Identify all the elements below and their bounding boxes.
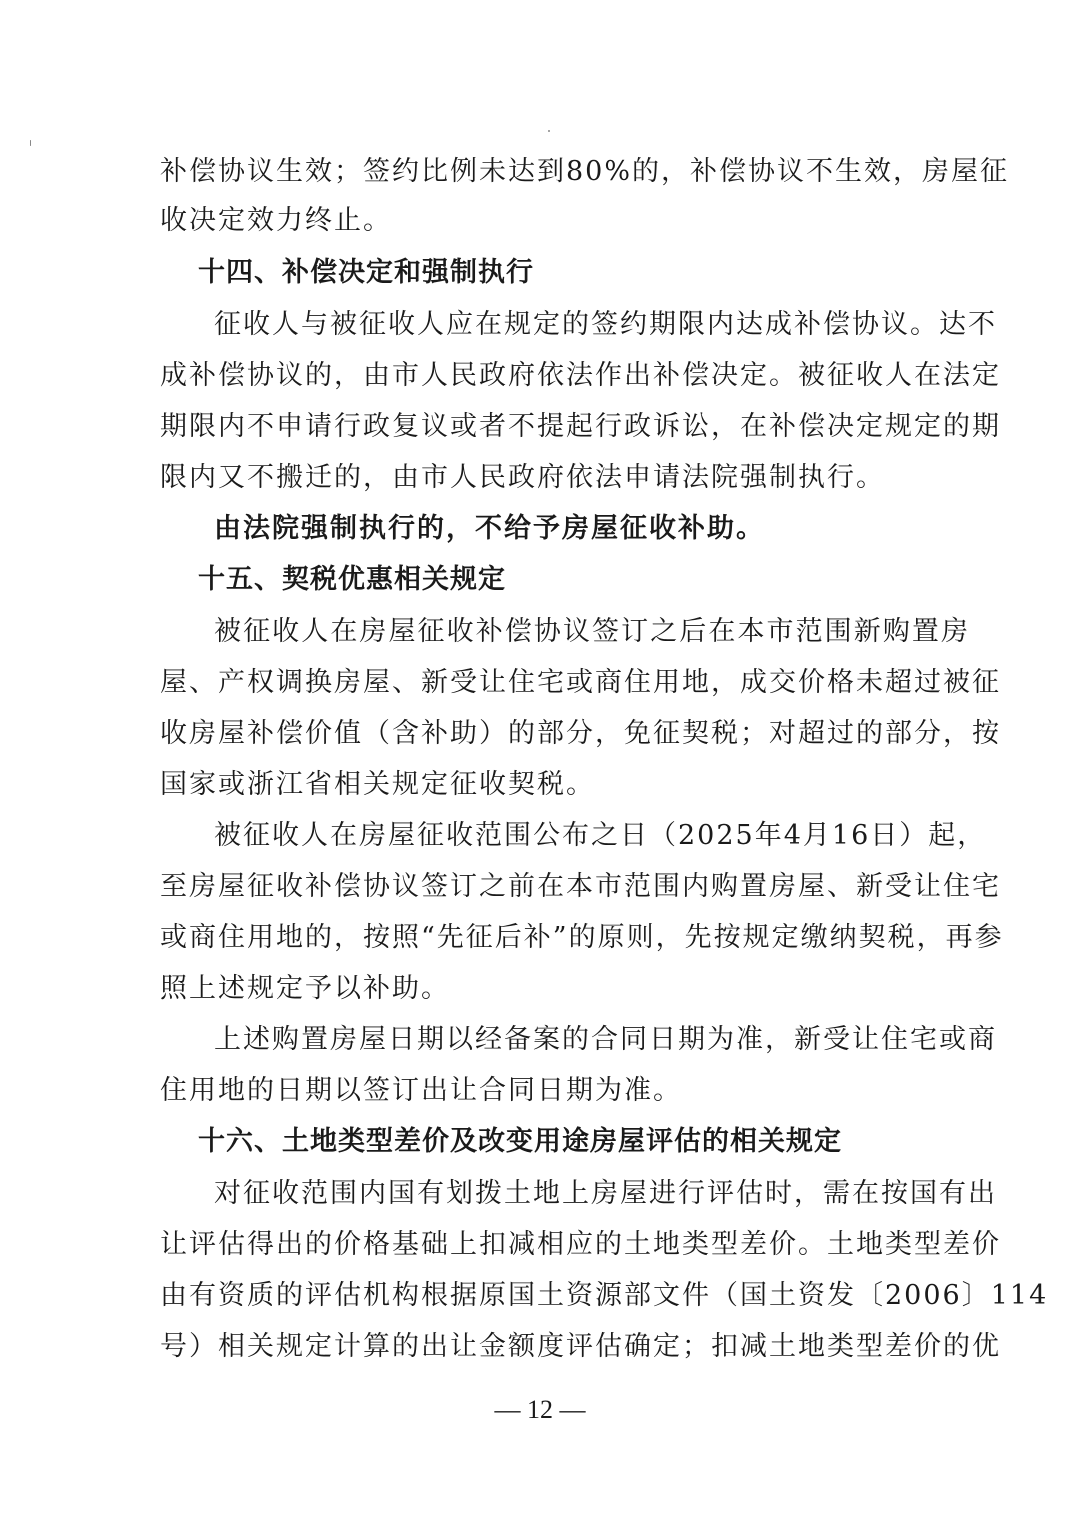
page-number: — 12 — — [494, 1395, 586, 1424]
paragraph-line: 被征收人在房屋征收补偿协议签订之后在本市范围新购置房 — [214, 616, 970, 647]
scan-speck — [30, 140, 31, 146]
paragraph-line: 住用地的日期以签订出让合同日期为准。 — [160, 1075, 682, 1106]
paragraph-line: 收决定效力终止。 — [160, 205, 392, 236]
scan-speck — [548, 130, 550, 132]
section-heading-15: 十五、契税优惠相关规定 — [198, 564, 506, 595]
paragraph-line: 照上述规定予以补助。 — [160, 973, 450, 1004]
paragraph-line: 屋、产权调换房屋、新受让住宅或商住用地，成交价格未超过被征 — [160, 667, 1001, 698]
paragraph-line: 收房屋补偿价值（含补助）的部分，免征契税；对超过的部分，按 — [160, 718, 1001, 749]
section-heading-14: 十四、补偿决定和强制执行 — [198, 257, 534, 288]
paragraph-line: 期限内不申请行政复议或者不提起行政诉讼，在补偿决定规定的期 — [160, 411, 1001, 442]
paragraph-line: 上述购置房屋日期以经备案的合同日期为准，新受让住宅或商 — [214, 1024, 997, 1055]
paragraph-line: 被征收人在房屋征收范围公布之日（2025年4月16日）起， — [214, 820, 987, 851]
paragraph-line: 或商住用地的，按照“先征后补”的原则，先按规定缴纳契税，再参 — [160, 922, 1004, 953]
paragraph-line: 由有资质的评估机构根据原国土资源部文件（国土资发〔2006〕114 — [160, 1280, 1049, 1311]
paragraph-line: 让评估得出的价格基础上扣减相应的土地类型差价。土地类型差价 — [160, 1229, 1001, 1260]
paragraph-line: 国家或浙江省相关规定征收契税。 — [160, 769, 595, 800]
paragraph-line: 限内又不搬迁的，由市人民政府依法申请法院强制执行。 — [160, 462, 885, 493]
paragraph-line: 成补偿协议的，由市人民政府依法作出补偿决定。被征收人在法定 — [160, 360, 1001, 391]
paragraph-line: 补偿协议生效；签约比例未达到80%的，补偿协议不生效，房屋征 — [160, 156, 1010, 187]
section-heading-16: 十六、土地类型差价及改变用途房屋评估的相关规定 — [198, 1126, 842, 1157]
paragraph-line: 号）相关规定计算的出让金额度评估确定；扣减土地类型差价的优 — [160, 1331, 1001, 1362]
bold-paragraph: 由法院强制执行的，不给予房屋征收补助。 — [214, 513, 765, 544]
paragraph-line: 对征收范围内国有划拨土地上房屋进行评估时，需在按国有出 — [214, 1178, 997, 1209]
paragraph-line: 至房屋征收补偿协议签订之前在本市范围内购置房屋、新受让住宅 — [160, 871, 1001, 902]
paragraph-line: 征收人与被征收人应在规定的签约期限内达成补偿协议。达不 — [214, 309, 997, 340]
